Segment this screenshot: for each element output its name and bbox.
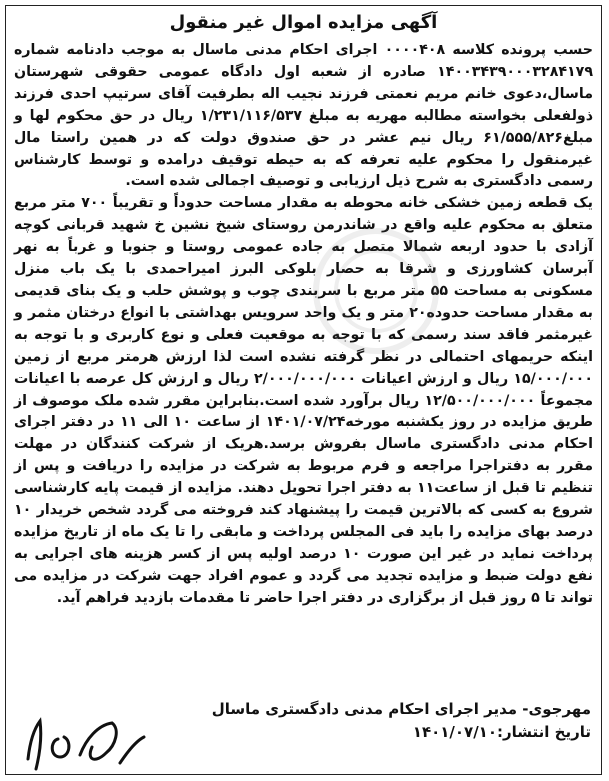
notice-frame: [5, 5, 602, 775]
notice-title: آگهی مزایده اموال غیر منقول: [169, 12, 438, 33]
notice-body: [14, 40, 593, 610]
notice-paragraph-details: یک قطعه زمین خشکی خانه محوطه به مقدار مساحت حدوداً و تقریباً ۷۰۰ متر مربع متعلق به محکوم علیه واقع در شاندرمن روستای شیخ نشین خ شهید قربانی کوچه آزادی با حدود اربعه شمالا متصل به جاده عمومی روستا و جنوبا و غرباً به نهر آبرسان کشاورزی و شرقا به حصار بلوکی البرز امیراحمدی با یک باب منزل مسکونی به مساحت ۵۵ متر مربع با سربندی چوب و پوشش حلب و یک بنای قدیمی به مقدار مساحت حدوده۲۰ متر و یک واحد سرویس بهداشتی با انواع درختان مثمر و غیرمثمر فاقد سند رسمی که با توجه به موقعیت فعلی و نوع کاربری و با توجه به اینکه حریمهای احتمالی در نظر گرفته نشده است لذا ارزش هرمتر مربع از زمین ۱۵/۰۰۰/۰۰۰ ریال و ارزش اعیانات ۲/۰۰۰/۰۰۰/۰۰۰ ریال و ارزش کل عرصه با اعیانات مجموعاً ۱۲/۵۰۰/۰۰۰/۰۰۰ ریال برآورد شده است.بنابراین مقرر شده ملک موصوف از طریق مزایده در روز یکشنبه مورخه۱۴۰۱/۰۷/۲۴ از ساعت ۱۰ الی ۱۱ در دفتر اجرای احکام مدنی دادگستری ماسال بفروش برسد.هریک از شرکت کنندگان در مهلت مقرر به دفتراجرا مراجعه و فرم مربوط به شرکت در مزایده را دریافت و پس از تنظیم تا قبل از ساعت۱۱ به دفتر اجرا تحویل دهند. مزایده از قیمت پایه کارشناسی شروع به کسی که بالاترین قیمت را پیشنهاد کند فروخته می گردد شخص خریدار ۱۰ درصد بهای مزایده را باید فی المجلس پرداخت و مابقی را تا یک ماه از تاریخ مزایده پرداخت نماید در غیر این صورت ۱۰ درصد اولیه پس از کسر هزینه های اجرایی به نفع دولت ضبط و مزایده تجدید می گردد و عموم افراد جهت شرکت در مزایده می تواند تا ۵ روز قبل از برگزاری در دفتر اجرا حاضر تا مقدمات بازدید فراهم آید.: [14, 195, 594, 606]
publish-date: تاریخ انتشار:۱۴۰۱/۰۷/۱۰: [412, 723, 591, 741]
notice-paragraph-intro: حسب پرونده کلاسه ۰۰۰۰۴۰۸ اجرای احکام مدنی ماسال به موجب دادنامه شماره ۱۴۰۰۳۴۳۹۰۰۰۳۲۸۴۱۷۹ صادره از شعبه اول دادگاه عمومی حقوقی شهرستان ماسال،دعوی خانم مریم نعمتی فرزند نجیب اله بطرفیت آقای سرتیپ احدی فرزند ذولفعلی بخواسته مطالبه مهریه به مبلغ ۱/۲۳۱/۱۱۶/۵۳۷ ریال در حق محکوم لها و مبلغ۶۱/۵۵۵/۸۲۶ ریال نیم عشر در حق صندوق دولت که در همین راستا مال غیرمنقول را محکوم علیه تعرفه که به حیطه توقیف درامده و توسط کارشناس رسمی دادگستری به شرح ذیل ارزیابی و توصیف اجمالی شده است.: [14, 42, 593, 190]
handwritten-marks: [20, 711, 150, 775]
signature-line: مهرجوی- مدیر اجرای احکام مدنی دادگستری ماسال: [211, 700, 591, 718]
